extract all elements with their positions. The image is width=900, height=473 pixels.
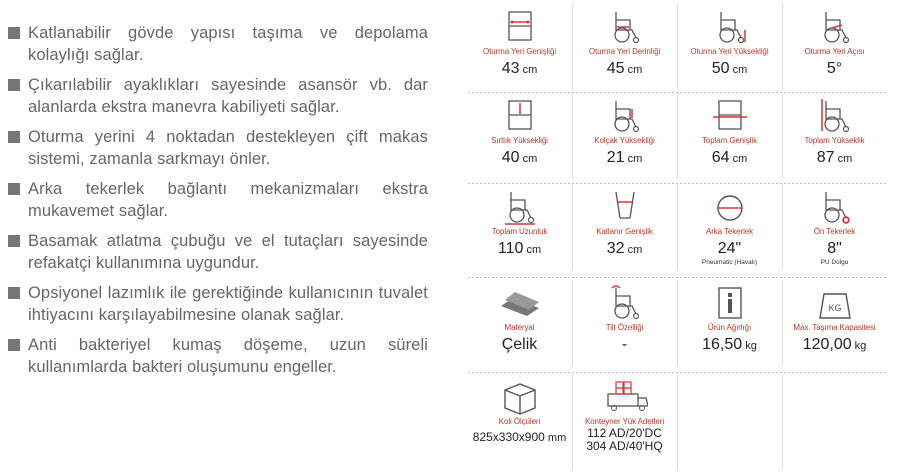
spec-label: Oturma Yeri Yüksekliği [690, 47, 769, 56]
spec-unit: kg [851, 340, 867, 352]
spec-value-number: 304 AD/40'HQ [586, 439, 663, 453]
spec-label: Materyal [504, 323, 535, 332]
feature-item: Çıkarılabilir ayaklıkları sayesinde asansör vb. dar alanlarda ekstra manevra kabiliyeti sağlar. [8, 74, 428, 118]
column-divider [782, 374, 783, 470]
total-length-icon [468, 188, 571, 224]
spec-cell [468, 4, 571, 92]
spec-label: Konteyner Yük Adetleri [584, 417, 665, 426]
spec-unit: cm [523, 244, 542, 256]
seat-height-icon [678, 8, 781, 44]
spec-value-number: 40 [501, 149, 520, 166]
bullet-square-icon [8, 79, 20, 91]
column-divider [677, 374, 678, 470]
feature-item: Opsiyonel lazımlık ile gerektiğinde kullanıcının tuvalet ihtiyacını karşılayabilmesine olanak sağlar. [8, 282, 428, 326]
spec-value [468, 430, 571, 444]
bullet-square-icon [8, 287, 20, 299]
spec-unit: cm [624, 153, 643, 165]
product-weight-icon [678, 284, 781, 320]
spec-value-number: 16,50 [702, 336, 743, 353]
spec-unit: cm [729, 64, 748, 76]
spec-value [678, 149, 781, 167]
front-wheel-icon [783, 188, 886, 224]
box-icon [468, 378, 571, 414]
spec-value [573, 149, 676, 167]
backrest-height-icon [468, 97, 571, 133]
spec-unit: cm [519, 64, 538, 76]
rear-wheel-icon [678, 188, 781, 224]
spec-cell [468, 280, 571, 368]
feature-item: Arka tekerlek bağlantı mekanizmaları ekstra mukavemet sağlar. [8, 178, 428, 222]
spec-cell [783, 184, 886, 272]
tilt-icon [573, 284, 676, 320]
feature-item: Anti bakteriyel kumaş döşeme, uzun süreli kullanımlarda bakteri oluşumunu engeller. [8, 334, 428, 378]
spec-label: Oturma Yeri Genişliği [482, 47, 557, 56]
total-width-icon [678, 97, 781, 133]
spec-unit: cm [519, 153, 538, 165]
max-capacity-icon [783, 284, 886, 320]
spec-value-number: 5° [826, 60, 843, 77]
spec-value [573, 336, 676, 354]
spec-value-number: 43 [501, 60, 520, 77]
spec-value [573, 427, 676, 453]
spec-cell [678, 280, 781, 368]
feature-item: Basamak atlatma çubuğu ve el tutaçları sayesinde refakatçi kullanımına uygundur. [8, 230, 428, 274]
spec-value-number: 50 [711, 60, 730, 77]
spec-label: Toplam Yükseklik [804, 136, 865, 145]
bullet-square-icon [8, 131, 20, 143]
bullet-square-icon [8, 339, 20, 351]
spec-cell [573, 184, 676, 272]
spec-cell [468, 184, 571, 272]
feature-item: Oturma yerini 4 noktadan destekleyen çift makas sistemi, zamanla sarkmayı önler. [8, 126, 428, 170]
spec-label: Koli Ölçüleri [498, 417, 541, 426]
spec-value-number: 120,00 [802, 336, 852, 353]
spec-cell [783, 280, 886, 368]
spec-label: Ürün Ağırlığı [707, 323, 752, 332]
spec-value [678, 336, 781, 354]
spec-cell [468, 374, 571, 462]
spec-value-number: Çelik [501, 336, 538, 353]
container-truck-icon [573, 378, 676, 414]
spec-cell [678, 4, 781, 92]
feature-item: Katlanabilir gövde yapısı taşıma ve depolama kolaylığı sağlar. [8, 22, 428, 66]
spec-unit: cm [834, 153, 853, 165]
spec-value-number: 24" [717, 240, 742, 257]
spec-cell [783, 4, 886, 92]
spec-value [573, 240, 676, 258]
folded-width-icon [573, 188, 676, 224]
spec-value-number: 87 [816, 149, 835, 166]
spec-value-number: - [621, 336, 628, 353]
spec-cell [678, 184, 781, 272]
spec-value-number: 45 [606, 60, 625, 77]
spec-value [783, 149, 886, 167]
spec-label: Oturma Yeri Açısı [804, 47, 865, 56]
spec-label: Oturma Yeri Derinliği [588, 47, 661, 56]
bullet-square-icon [8, 235, 20, 247]
spec-cell [573, 280, 676, 368]
spec-unit: mm [544, 432, 567, 444]
spec-value [783, 60, 886, 78]
armrest-height-icon [573, 97, 676, 133]
spec-label: Toplam Genişlik [702, 136, 757, 145]
spec-subtext: Pneumatic (Havalı) [701, 259, 758, 266]
spec-subtext: PU Dolgu [820, 259, 849, 266]
seat-depth-icon [573, 8, 676, 44]
total-height-icon [783, 97, 886, 133]
spec-unit: cm [729, 153, 748, 165]
seat-width-icon [468, 8, 571, 44]
spec-unit: kg [742, 340, 757, 352]
spec-value-number: 112 AD/20'DC [587, 426, 662, 440]
bullet-square-icon [8, 27, 20, 39]
row-divider [468, 277, 888, 278]
spec-grid [468, 4, 888, 470]
spec-label: Arka Tekerlek [705, 227, 754, 236]
spec-label: Ön Tekerlek [813, 227, 856, 236]
spec-label: Tilt Özelliği [605, 323, 644, 332]
spec-value-number: 21 [606, 149, 625, 166]
spec-value [468, 336, 571, 354]
svg-text:KG: KG [827, 303, 842, 313]
spec-value-number: 110 [497, 240, 524, 257]
spec-value [468, 149, 571, 167]
spec-value [468, 240, 571, 258]
feature-list [8, 22, 428, 386]
bullet-square-icon [8, 183, 20, 195]
spec-value [468, 60, 571, 78]
spec-value [783, 240, 886, 258]
spec-value-number: 8" [827, 240, 842, 257]
spec-cell [573, 93, 676, 181]
spec-unit: cm [624, 64, 643, 76]
material-steel-icon [468, 284, 571, 320]
spec-unit: cm [624, 244, 643, 256]
spec-cell [468, 93, 571, 181]
spec-label: Kolçak Yüksekliği [594, 136, 655, 145]
spec-value [573, 60, 676, 78]
spec-value [678, 60, 781, 78]
seat-angle-icon [783, 8, 886, 44]
spec-label: Katlanır Genişlik [596, 227, 653, 236]
spec-label: Sırtlık Yüksekliği [491, 136, 548, 145]
spec-cell [678, 93, 781, 181]
spec-value [783, 336, 886, 354]
spec-value-number: 64 [711, 149, 730, 166]
spec-value [678, 240, 781, 258]
spec-label: Toplam Uzunluk [491, 227, 548, 236]
spec-cell [573, 4, 676, 92]
row-divider [468, 372, 888, 373]
spec-cell [573, 374, 676, 462]
spec-cell [783, 93, 886, 181]
spec-label: Max. Taşıma Kapasitesi [793, 323, 876, 332]
spec-value-number: 825x330x900 [472, 430, 545, 444]
spec-value-number: 32 [606, 240, 625, 257]
